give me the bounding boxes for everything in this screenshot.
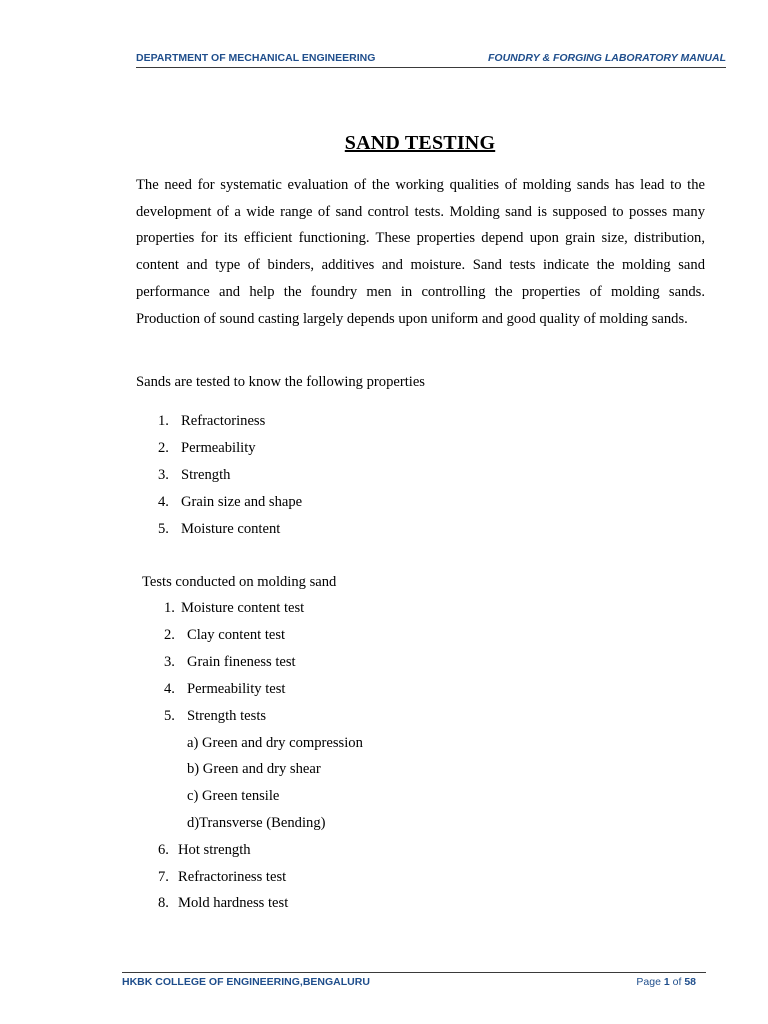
- list-item: Refractoriness: [181, 413, 266, 429]
- list-item-number: 4.: [158, 494, 169, 510]
- page-header: [136, 51, 726, 68]
- list-item: Permeability test: [187, 681, 286, 697]
- list-item-number: 5.: [164, 708, 175, 724]
- page-label: Page: [636, 976, 661, 988]
- list-item: Clay content test: [187, 627, 286, 643]
- list-item: Grain fineness test: [187, 654, 296, 670]
- page-footer: [122, 972, 706, 993]
- header-department: DEPARTMENT OF MECHANICAL ENGINEERING: [136, 52, 376, 64]
- sub-list-item: c) Green tensile: [187, 788, 280, 804]
- list-item-number: 4.: [164, 681, 175, 697]
- list-item-number: 1.: [164, 600, 175, 616]
- footer-college: HKBK COLLEGE OF ENGINEERING,BENGALURU: [122, 976, 370, 988]
- header-manual-title: FOUNDRY & FORGING LABORATORY MANUAL: [487, 52, 726, 64]
- page-number: [636, 976, 696, 988]
- page-current: 1: [663, 976, 670, 988]
- list-item: Permeability: [181, 440, 256, 456]
- sub-list-item: a) Green and dry compression: [187, 735, 363, 751]
- list-item: Refractoriness test: [178, 869, 287, 885]
- list-item: Strength tests: [187, 708, 267, 724]
- list-item: Hot strength: [178, 842, 251, 858]
- sub-list-item: d)Transverse (Bending): [187, 815, 326, 831]
- list-item: Grain size and shape: [181, 494, 303, 510]
- list-item-number: 2.: [164, 627, 175, 643]
- list-item-number: 7.: [158, 869, 169, 885]
- tests-intro: Tests conducted on molding sand: [142, 574, 337, 590]
- page-title: SAND TESTING: [344, 132, 496, 154]
- properties-intro: Sands are tested to know the following properties: [136, 374, 425, 390]
- list-item-number: 8.: [158, 895, 169, 911]
- list-item: Mold hardness test: [178, 895, 289, 911]
- list-item-number: 5.: [158, 521, 169, 537]
- list-item: Strength: [181, 467, 231, 483]
- list-item-number: 2.: [158, 440, 169, 456]
- list-item: Moisture content test: [181, 600, 305, 616]
- page-of: of: [672, 976, 682, 988]
- list-item-number: 6.: [158, 842, 169, 858]
- list-item-number: 3.: [158, 467, 169, 483]
- intro-paragraph: The need for systematic evaluation of the working qualities of molding sands has lead to the development of a wide range of sand control tests. Molding sand is supposed to posses many properties for its efficient functioning. These properties depend upon grain size, distribution, content and type of binders, additives and moisture. Sand tests indicate the molding sand performance and help the foundry men in controlling the properties of molding sands. Production of sound casting largely depends upon uniform and good quality of molding sands.: [136, 177, 705, 327]
- page-total: 58: [684, 976, 696, 988]
- list-item-number: 1.: [158, 413, 169, 429]
- list-item-number: 3.: [164, 654, 175, 670]
- list-item: Moisture content: [181, 521, 281, 537]
- sub-list-item: b) Green and dry shear: [187, 761, 321, 777]
